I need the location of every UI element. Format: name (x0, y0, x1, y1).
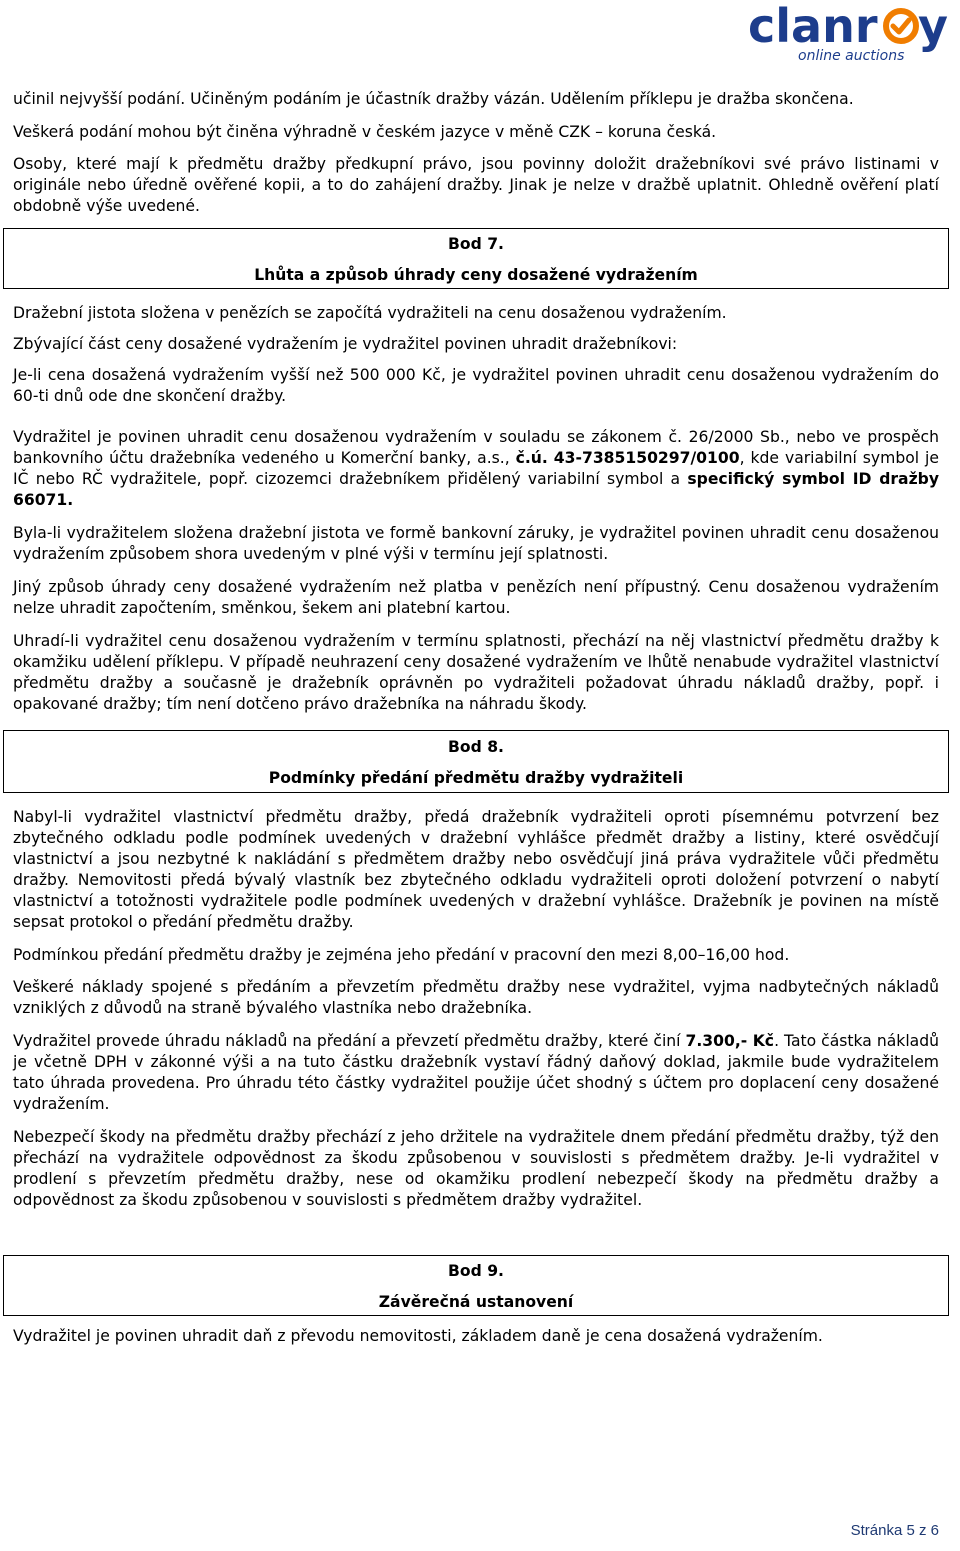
section-8-paragraph-1: Nabyl-li vydražitel vlastnictví předmětu dražby, předá dražebník vydražiteli oproti písemnému potvrzení bez zbytečného odkladu podle podmínek uvedených v dražební vyhlášce předmět dražby a listiny, které osvědčují vlastnictví a jsou nezbytné k nakládání s předmětem dražby nebo osvědčují jiná práva vydražitele vůči předmětu dražby. Nemovitosti předá bývalý vlastník bez zbytečného odkladu vydražiteli oproti doložení potvrzení o nabytí vlastnictví a totožnosti vydražitele podle podmínek uvedených v dražební vyhlášce. Dražebník je povinen na místě sepsat protokol o předání předmětu dražby. (13, 808, 939, 931)
section-7-heading-box (3, 228, 949, 289)
section-7-title: Lhůta a způsob úhrady ceny dosažené vydražením (254, 266, 698, 284)
logo-tagline: online auctions (798, 48, 905, 64)
account-label: č.ú. (515, 449, 548, 467)
section-7-paragraph-3: Je-li cena dosažená vydražením vyšší než 500 000 Kč, je vydražitel povinen uhradit cenu dosaženou vydražením do 60-ti dnů ode dne skončení dražby. (13, 366, 939, 405)
section-9-paragraph-1: Vydražitel je povinen uhradit daň z převodu nemovitosti, základem daně je cena dosažená vydražením. (13, 1327, 823, 1345)
section-8-paragraph-4 (13, 1031, 939, 1115)
section-7-paragraph-6: Jiný způsob úhrady ceny dosažené vydražením než platba v penězích není přípustný. Cenu dosaženou vydražením nelze uhradit započtením, směnkou, šekem ani platební kartou. (13, 578, 939, 617)
check-icon (893, 20, 909, 32)
document-body (13, 89, 939, 1357)
section-9-heading-box (3, 1255, 949, 1316)
section-8-paragraph-3: Veškeré náklady spojené s předáním a převzetím předmětu dražby nese vydražitel, vyjma nadbytečných nákladů vzniklých z důvodů na straně bývalého vlastníka nebo dražebníka. (13, 978, 939, 1017)
costs-text-a: Vydražitel provede úhradu nákladů na předání a převzetí předmětu dražby, které činí (13, 1032, 686, 1050)
section-8-number: Bod 8. (448, 738, 504, 756)
paragraph-preemption: Osoby, které mají k předmětu dražby předkupní právo, jsou povinny doložit dražebníkovi své právo listinami v originále nebo úředně ověřené kopii, a to do zahájení dražby. Jinak je nelze v dražbě uplatnit. Ohledně ověření platí obdobně výše uvedené. (13, 155, 939, 215)
section-7-number: Bod 7. (448, 235, 504, 253)
paragraph-intro: učinil nejvyšší podání. Učiněným podáním je účastník dražby vázán. Udělením příklepu je dražba skončena. (13, 90, 854, 108)
account-number: 43-7385150297/0100 (553, 449, 740, 467)
payment-text-b: , kde variabilní symbol je IČ nebo RČ vydražitele, popř. cizozemci dražebníkem přidělený variabilní symbol a (13, 449, 939, 488)
costs-amount: 7.300,- Kč (685, 1032, 775, 1050)
payment-text-a: Vydražitel je povinen uhradit cenu dosaženou vydražením v souladu se zákonem č. 26/2000 Sb., nebo ve prospěch bankovního účtu dražebníka vedeného u Komerční banky, a.s., (13, 428, 939, 467)
costs-text-b: . Tato částka nákladů je včetně DPH v zákonné výši a na tuto částku dražebník vystaví řádný daňový doklad, jakmile bude vydražitelem tato úhrada provedena. Pro úhradu této částky vydražitel použije účet shodný s účtem pro doplacení ceny dosažené vydražením. (13, 1032, 939, 1113)
section-7-paragraph-1: Dražební jistota složena v penězích se započítá vydražiteli na cenu dosaženou vydražením. (13, 304, 727, 322)
page-number: Stránka 5 z 6 (850, 1522, 939, 1539)
section-7-paragraph-4 (13, 427, 939, 511)
section-8-paragraph-2: Podmínkou předání předmětu dražby je zejména jeho předání v pracovní den mezi 8,00–16,00 hod. (13, 946, 790, 964)
clanroy-logo (746, 2, 956, 64)
specific-symbol: specifický symbol ID dražby 66071. (13, 470, 939, 509)
section-7-paragraph-7: Uhradí-li vydražitel cenu dosaženou vydražením v termínu splatnosti, přechází na něj vlastnictví předmětu dražby k okamžiku udělení příklepu. V případě neuhrazení ceny dosažené vydražením ve lhůtě nenabude vydražitel vlastnictví předmětu dražby a současně je dražebník oprávněn po vydražiteli požadovat úhradu nákladů dražby, popř. i opakované dražby; tím není dotčeno právo dražebníka na náhradu škody. (13, 632, 939, 713)
paragraph-language: Veškerá podání mohou být činěna výhradně v českém jazyce v měně CZK – koruna česká. (13, 123, 717, 141)
section-7-paragraph-5: Byla-li vydražitelem složena dražební jistota ve formě bankovní záruky, je vydražitel povinen uhradit cenu dosaženou vydražením způsobem shora uvedeným v plné výši v termínu její splatnosti. (13, 524, 939, 563)
section-8-title: Podmínky předání předmětu dražby vydražiteli (268, 769, 684, 787)
logo-wordmark: clanr (748, 2, 878, 53)
section-8-paragraph-5: Nebezpečí škody na předmětu dražby přechází z jeho držitele na vydražitele dnem předání předmětu dražby, týž den přechází na vydražitele odpovědnost za škodu způsobenou v souvislosti s předmětem dražby. Je-li vydražitel v prodlení s převzetím předmětu dražby, nese od okamžiku prodlení nebezpečí škody na předmětu dražby a odpovědnost za škodu způsobenou v souvislosti s předmětem dražby vydražitel. (13, 1128, 939, 1209)
logo-wordmark-end: y (918, 2, 948, 53)
section-9-title: Závěrečná ustanovení (378, 1293, 574, 1311)
section-9-number: Bod 9. (448, 1262, 504, 1280)
section-7-paragraph-2: Zbývající část ceny dosažené vydražením je vydražitel povinen uhradit dražebníkovi: (13, 335, 678, 353)
section-8-heading-box (3, 730, 949, 793)
